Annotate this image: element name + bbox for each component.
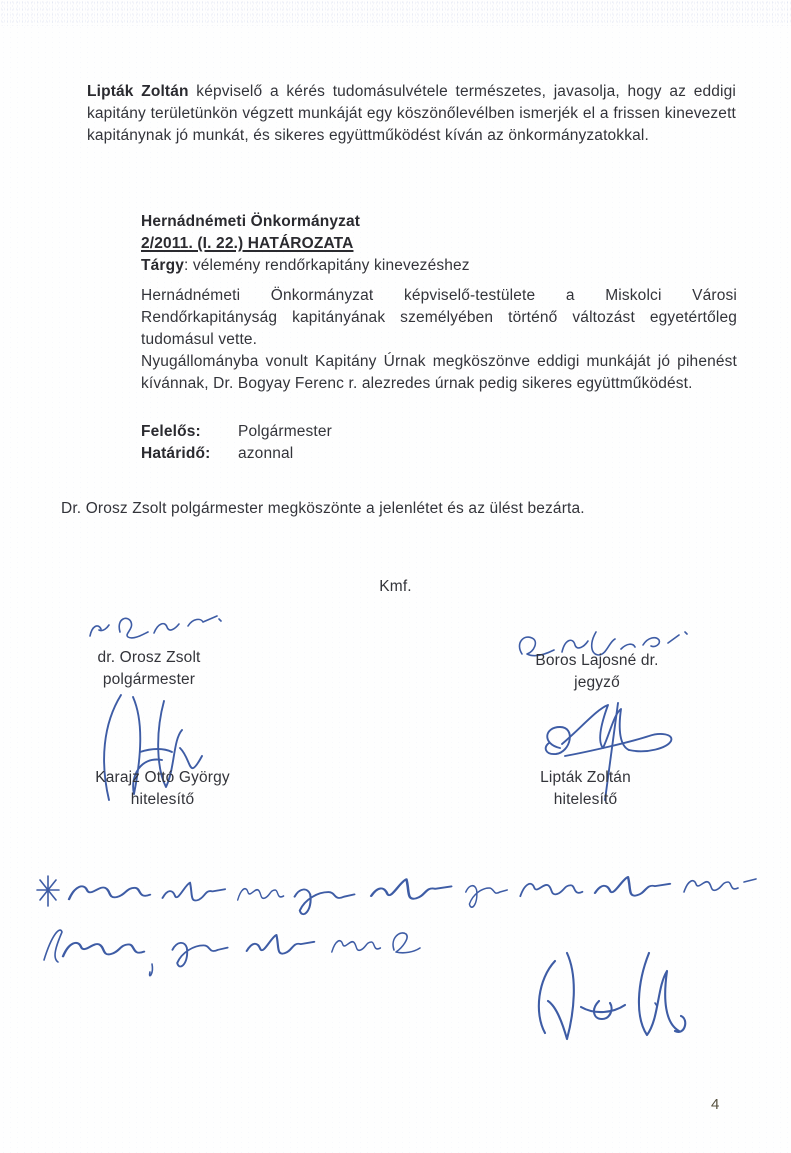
- scan-noise-band: [0, 0, 791, 26]
- attestor-right-title: hitelesítő: [553, 791, 618, 808]
- responsible-value: Polgármester: [238, 423, 332, 440]
- resolution-body-1: Hernádnémeti Önkormányzat képviselő-testülete a Miskolci Városi Rendőrkapitányság kapitányának személyében történő változást egyetértőleg tudomásul vette.: [141, 287, 737, 348]
- resolution-authority: Hernádnémeti Önkormányzat: [141, 213, 361, 230]
- responsible-row: [141, 421, 332, 443]
- deadline-row: [141, 443, 332, 465]
- intro-lead-name: Lipták Zoltán: [87, 83, 189, 100]
- deadline-label: Határidő:: [141, 445, 211, 462]
- resolution-subject-line: [141, 255, 470, 277]
- intro-paragraph: [87, 81, 736, 147]
- kmf-label: Kmf.: [379, 578, 412, 595]
- intro-text: képviselő a kérés tudomásulvétele természetes, javasolja, hogy az eddigi kapitány területünkön végzett munkáját egy köszönőlevélben ismerjék el a frissen kinevezett kapitánynak jó munkát, és sikeres együttműködést kíván az önkormányzatokkal.: [87, 83, 736, 144]
- deadline-value: azonnal: [238, 445, 294, 462]
- final-signature-ink: [525, 945, 693, 1055]
- subject-label: Tárgy: [141, 257, 184, 274]
- attestor-left-block: [85, 767, 240, 811]
- attestor-left-title: hitelesítő: [130, 791, 195, 808]
- resolution-number: 2/2011. (I. 22.) HATÁROZATA: [141, 235, 354, 252]
- mayor-signature-ink: [82, 610, 227, 650]
- mayor-title: polgármester: [102, 671, 196, 688]
- subject-value: : vélemény rendőrkapitány kinevezéshez: [183, 257, 470, 274]
- attestor-right-name: Lipták Zoltán: [540, 769, 631, 786]
- page-number: 4: [711, 1096, 720, 1113]
- notary-title: jegyző: [574, 674, 620, 691]
- notary-signature-block: [512, 650, 682, 694]
- handwritten-note-ink: [30, 868, 760, 988]
- notary-name: Boros Lajosné dr.: [535, 652, 659, 669]
- attestor-left-name: Karajz Ottó György: [95, 769, 230, 786]
- resolution-heading: [141, 211, 470, 277]
- attestor-right-block: [518, 767, 653, 811]
- responsibility-block: [141, 421, 332, 465]
- mayor-signature-block: [78, 647, 220, 691]
- resolution-body-2: Nyugállományba vonult Kapitány Úrnak megköszönve eddigi munkáját jó pihenést kívánnak, Dr. Bogyay Ferenc r. alezredes úrnak pedig sikeres együttműködést.: [141, 353, 737, 392]
- mayor-name: dr. Orosz Zsolt: [97, 649, 201, 666]
- responsible-label: Felelős:: [141, 423, 201, 440]
- closing-sentence: Dr. Orosz Zsolt polgármester megköszönte a jelenlétet és az ülést bezárta.: [61, 500, 585, 517]
